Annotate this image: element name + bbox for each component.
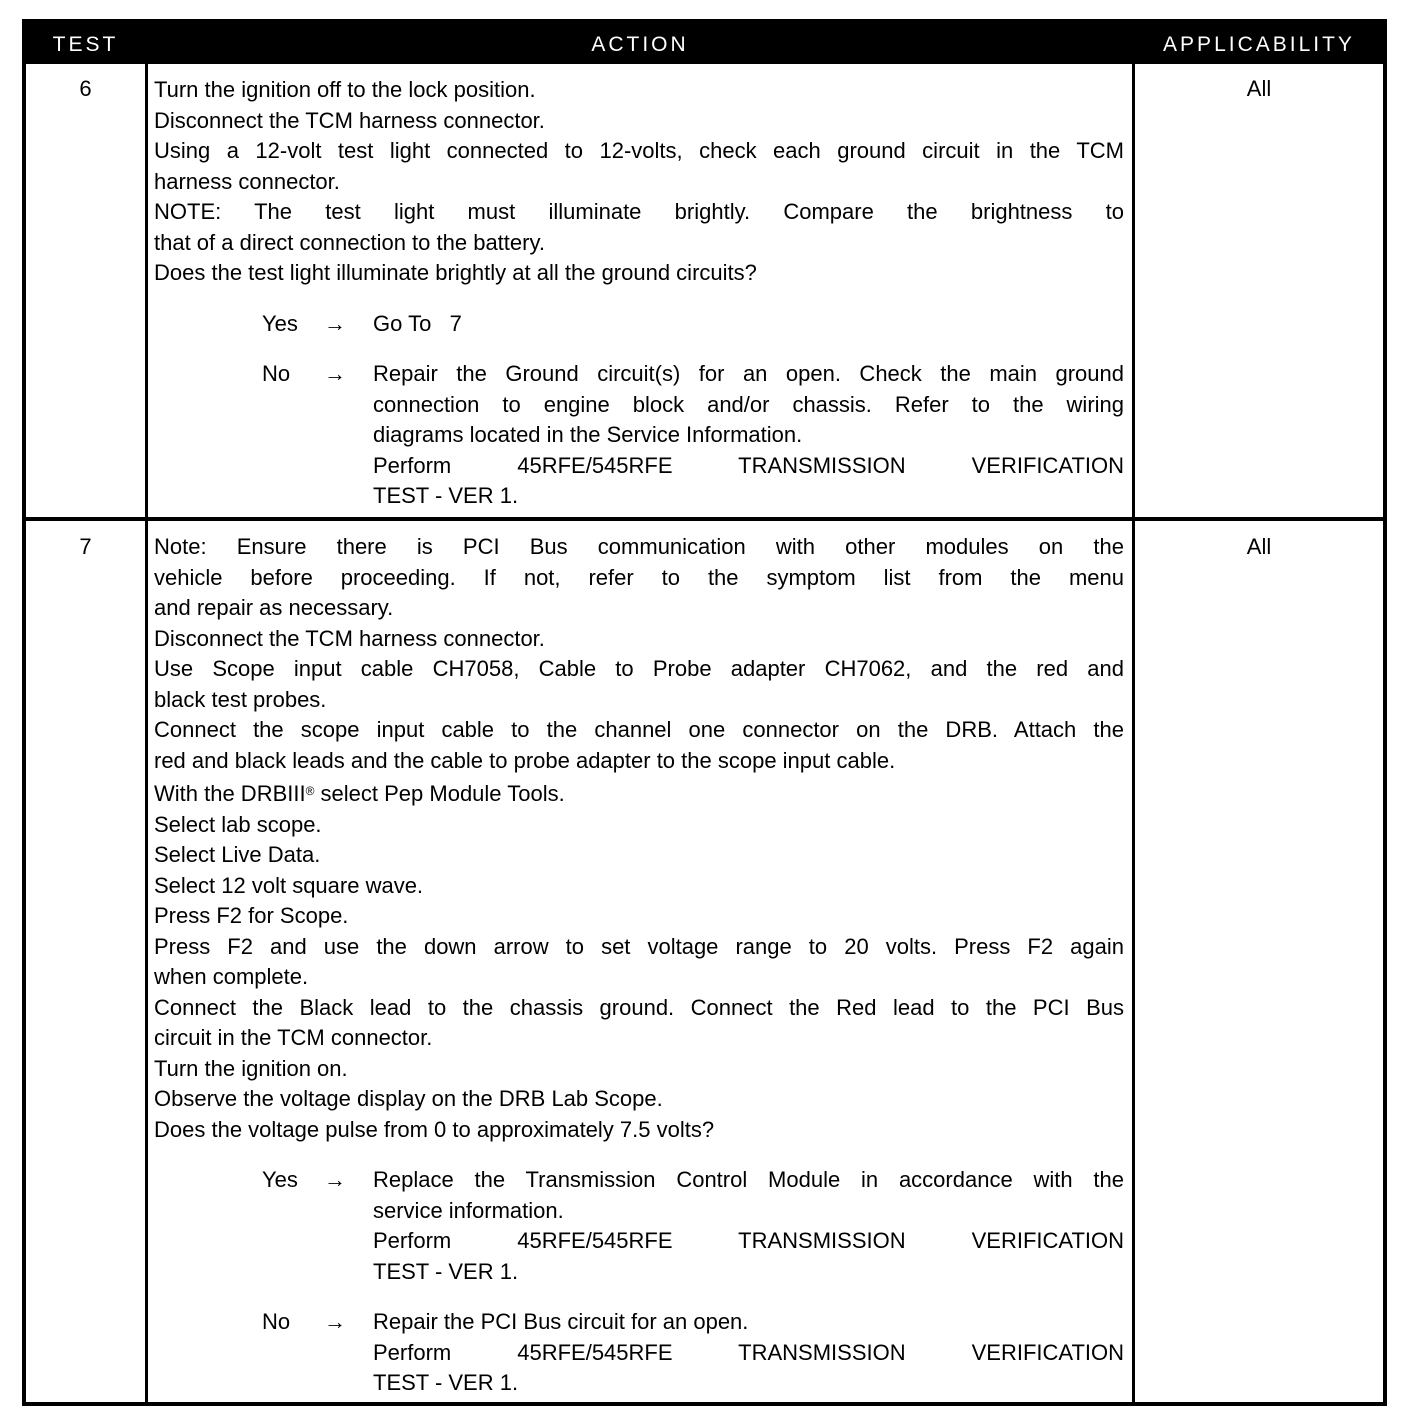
action-line: Disconnect the TCM harness connector. [154,107,545,133]
action-line: Observe the voltage display on the DRB Lab Scope. [154,1086,663,1111]
action-line: Turn the ignition off to the lock position. [154,77,536,102]
arrow-icon: → [324,1167,346,1192]
yes-response [262,1165,1124,1287]
column-divider [145,64,148,1402]
action-line: Use Scope input cable CH7058, Cable to Probe adapter CH7062, and the red and [154,656,1124,681]
action-line: and repair as necessary. [154,595,394,620]
no-response [262,359,1124,512]
action-line: Press F2 and use the down arrow to set voltage range to 20 volts. Press F2 again [154,933,1124,959]
response-line: service information. [373,1197,564,1223]
action-line: Does the test light illuminate brightly at all the ground circuits? [154,260,757,285]
drb-name: With the DRBIII [154,781,306,806]
action-line: Connect the scope input cable to the channel one connector on the DRB. Attach the [154,717,1124,742]
yes-label: Yes [262,310,298,336]
applicability-value: All [1246,534,1272,559]
arrow-icon: → [324,310,346,336]
action-steps [154,532,1124,1399]
action-line: Does the voltage pulse from 0 to approximately 7.5 volts? [154,1116,715,1142]
response-line: Go To 7 [373,310,462,336]
action-line: NOTE: The test light must illuminate brightly. Compare the brightness to [154,199,1124,224]
no-label: No [262,361,291,386]
action-line: when complete. [154,964,309,989]
response-line: Perform 45RFE/545RFE TRANSMISSION VERIFICATION [373,1228,1124,1253]
action-steps [154,75,1124,512]
arrow-icon: → [324,361,346,386]
drb-suffix: select Pep Module Tools. [314,781,565,806]
yes-response [262,309,1124,340]
response-line: diagrams located in the Service Information. [373,422,803,447]
action-line: Disconnect the TCM harness connector. [154,625,545,651]
response-line: Repair the PCI Bus circuit for an open. [373,1309,749,1334]
action-line: harness connector. [154,168,340,194]
action-line: circuit in the TCM connector. [154,1025,433,1050]
yes-label: Yes [262,1167,298,1192]
response-line: Repair the Ground circuit(s) for an open. Check the main ground [373,361,1124,386]
response-line: Replace the Transmission Control Module in accordance with the [373,1167,1124,1192]
row-divider [26,517,1383,521]
response-line: TEST - VER 1. [373,1370,519,1395]
action-line: vehicle before proceeding. If not, refer to the symptom list from the menu [154,564,1124,590]
response-line: Perform 45RFE/545RFE TRANSMISSION VERIFICATION [373,452,1124,478]
response-line: TEST - VER 1. [373,1258,519,1284]
test-number: 6 [79,76,92,101]
header-applicability: APPLICABILITY [1163,33,1355,56]
response-line: TEST - VER 1. [373,483,519,508]
table-header [26,23,1383,64]
column-divider [1132,64,1135,1402]
action-line: that of a direct connection to the battery. [154,229,545,255]
action-line: Turn the ignition on. [154,1055,348,1081]
arrow-icon: → [324,1309,346,1334]
no-label: No [262,1309,291,1334]
action-line: Select 12 volt square wave. [154,872,424,898]
response-line: connection to engine block and/or chassis. Refer to the wiring [373,391,1124,417]
action-line: Select Live Data. [154,842,321,867]
action-line: Connect the Black lead to the chassis ground. Connect the Red lead to the PCI Bus [154,994,1124,1020]
action-line: Press F2 for Scope. [154,903,349,928]
action-line: Select lab scope. [154,811,322,837]
header-action: ACTION [591,33,689,56]
action-line [154,776,1124,810]
action-line: Note: Ensure there is PCI Bus communication with other modules on the [154,534,1124,559]
response-line: Perform 45RFE/545RFE TRANSMISSION VERIFICATION [373,1339,1124,1365]
action-line: Using a 12-volt test light connected to 12-volts, check each ground circuit in the TCM [154,138,1124,163]
header-test: TEST [52,33,119,56]
applicability-value: All [1246,76,1272,101]
no-response [262,1307,1124,1399]
action-line: red and black leads and the cable to probe adapter to the scope input cable. [154,747,896,773]
registered-mark: ® [305,784,315,798]
test-number: 7 [79,534,92,559]
diagnostic-table [22,19,1387,1406]
action-line: black test probes. [154,686,327,712]
